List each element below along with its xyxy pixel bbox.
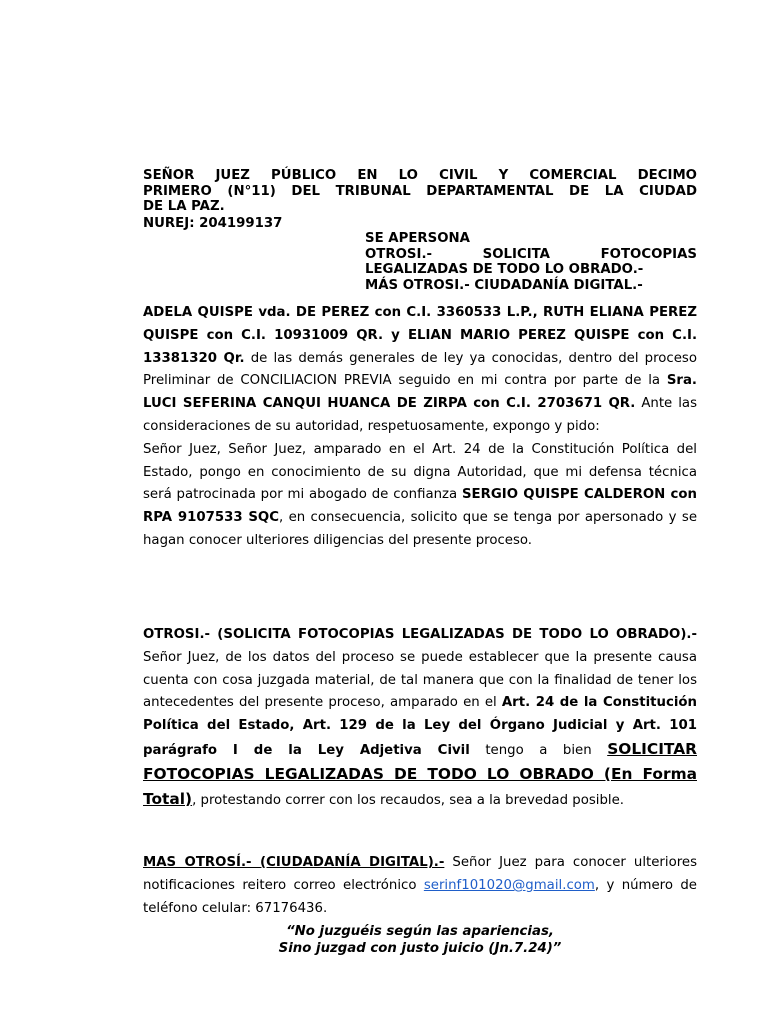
- closing-quote: [143, 923, 697, 957]
- paragraph-text: Señor Juez, de los datos del proceso se puede establecer que la presente causa cuenta con cosa juzgada material, de tal manera que con la finalidad de tener los antecedentes del presente proceso, amparado en el: [143, 649, 697, 711]
- mas-otrosi-heading: MAS OTROSÍ.- (CIUDADANÍA DIGITAL).-: [143, 855, 445, 870]
- paragraph-mas-otrosi: [143, 851, 697, 920]
- addressee-header: [143, 168, 697, 215]
- summary-line-1: SE APERSONA: [365, 231, 470, 246]
- summary-line-4: MÁS OTROSI.- CIUDADANÍA DIGITAL.-: [365, 277, 643, 293]
- paragraph-text: Señor Juez, Señor Juez, amparado en el Art. 24 de la Constitución Política del Estado, pongo en conocimiento de su digna Autoridad, que mi defensa técnica será patrocinada por mi abogado de confianza: [143, 441, 697, 503]
- request-highlight: SOLICITAR FOTOCOPIAS LEGALIZADAS DE TODO LO OBRADO (En Forma Total): [143, 739, 697, 808]
- summary-line-2: OTROSI.- SOLICITA FOTOCOPIAS: [365, 246, 697, 262]
- paragraph-text: , y número de teléfono celular: 67176436.: [143, 878, 697, 916]
- parties-names: ADELA QUISPE vda. DE PEREZ con C.I. 3360533 L.P., RUTH ELIANA PEREZ QUISPE con C.I. 10931009 QR. y ELIAN MARIO PEREZ QUISPE con C.I. 13381320 Qr.: [143, 305, 697, 366]
- body-section-2: [143, 624, 697, 812]
- addressee-line-3: DE LA PAZ.: [143, 199, 225, 215]
- opposing-party: Sra. LUCI SEFERINA CANQUI HUANCA DE ZIRPA con C.I. 2703671 QR.: [143, 373, 697, 412]
- paragraph-text: de las demás generales de ley ya conocidas, dentro del proceso Preliminar de CONCILIACION PREVIA seguido en mi contra por parte de la: [143, 350, 697, 389]
- quote-line-1: “No juzguéis según las apariencias,: [286, 924, 554, 939]
- nurej-number: NUREJ: 204199137: [143, 216, 283, 231]
- paragraph-text: Ante las consideraciones de su autoridad, respetuosamente, expongo y pido:: [143, 396, 697, 434]
- addressee-line-1: SEÑOR JUEZ PÚBLICO EN LO CIVIL Y COMERCIAL DECIMO: [143, 168, 697, 183]
- paragraph-text: tengo a bien: [469, 742, 608, 758]
- summary-block: [365, 231, 697, 293]
- quote-line-2: Sino juzgad con justo juicio (Jn.7.24)”: [278, 941, 562, 956]
- paragraph-apersona: [143, 302, 697, 439]
- body-section-3: [143, 851, 697, 920]
- lawyer-name: SERGIO QUISPE CALDERON con RPA 9107533 SQC: [143, 487, 698, 526]
- summary-line-3: LEGALIZADAS DE TODO LO OBRADO.-: [365, 262, 644, 278]
- email-link[interactable]: serinf101020@gmail.com: [423, 878, 595, 893]
- paragraph-otrosi: [143, 624, 697, 812]
- paragraph-text: , en consecuencia, solicito que se tenga por apersonado y se hagan conocer ulteriores diligencias del presente proceso.: [143, 510, 698, 548]
- paragraph-lawyer: [143, 439, 697, 553]
- otrosi-heading: OTROSI.- (SOLICITA FOTOCOPIAS LEGALIZADAS DE TODO LO OBRADO).-: [143, 627, 697, 642]
- legal-references: Art. 24 de la Constitución Política del Estado, Art. 129 de la Ley del Órgano Judicial y Art. 101 parágrafo I de la Ley Adjetiva Civil: [143, 695, 697, 758]
- paragraph-text: Señor Juez para conocer ulteriores notificaciones reitero correo electrónico: [143, 855, 698, 893]
- paragraph-text: , protestando correr con los recaudos, sea a la brevedad posible.: [192, 792, 624, 808]
- addressee-line-2: PRIMERO (N°11) DEL TRIBUNAL DEPARTAMENTAL DE LA CIUDAD: [143, 183, 697, 199]
- body-section-1: [143, 302, 697, 553]
